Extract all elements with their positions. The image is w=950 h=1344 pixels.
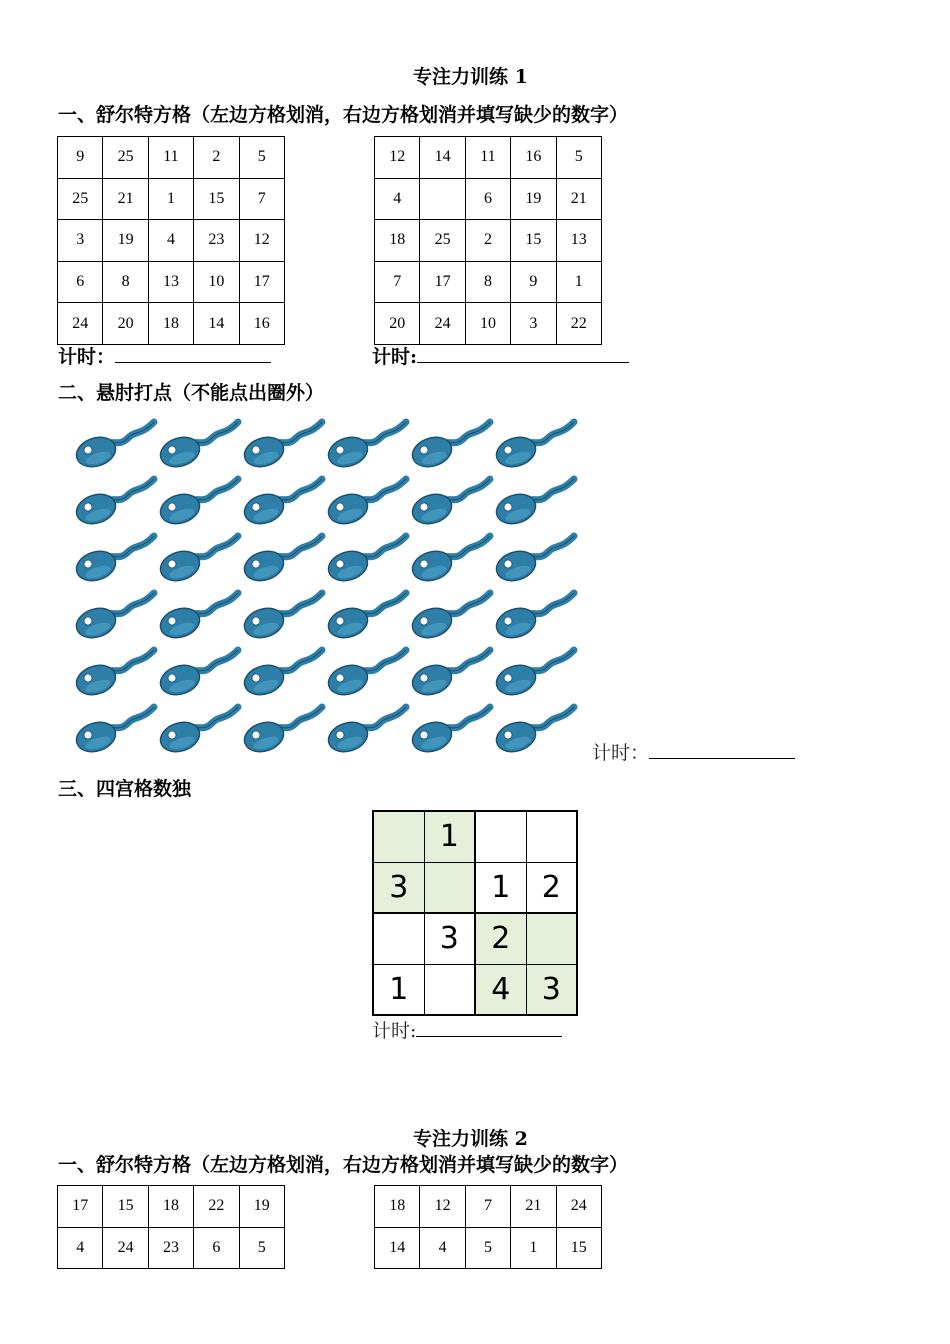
grid-row	[58, 1227, 285, 1269]
tadpole-icon	[73, 422, 154, 471]
grid-cell[interactable]: 3	[58, 220, 103, 262]
grid-cell[interactable]: 17	[420, 261, 465, 303]
grid-cell[interactable]: 8	[103, 261, 148, 303]
grid-cell[interactable]: 4	[375, 178, 420, 220]
grid-cell[interactable]: 21	[556, 178, 601, 220]
timer-right-label: 计时:	[372, 346, 418, 368]
grid-cell-blank[interactable]	[420, 178, 465, 220]
tadpole-icon	[157, 707, 238, 756]
timer-left-label: 计时：	[58, 346, 116, 368]
grid-cell[interactable]: 20	[375, 303, 420, 345]
timer-sudoku-blank[interactable]	[416, 1021, 562, 1037]
grid-cell[interactable]: 15	[556, 1227, 601, 1269]
section2-title: 专注力训练 2	[413, 1128, 528, 1150]
grid-cell[interactable]: 4	[420, 1227, 465, 1269]
grid-cell[interactable]: 6	[194, 1227, 239, 1269]
tadpole-icon	[409, 422, 490, 471]
tadpole-icon	[157, 650, 238, 699]
grid-cell[interactable]: 23	[194, 220, 239, 262]
grid-row	[58, 261, 285, 303]
tadpole-icon	[493, 536, 574, 585]
tadpole-icon	[493, 650, 574, 699]
sudoku-grid	[372, 810, 578, 1016]
schulte-heading-2: 一、舒尔特方格（左边方格划消，右边方格划消并填写缺少的数字）	[58, 1154, 629, 1176]
grid-cell[interactable]: 24	[420, 303, 465, 345]
grid-row	[375, 178, 602, 220]
sudoku-cell: 2	[526, 862, 577, 913]
grid-cell[interactable]: 1	[556, 261, 601, 303]
grid-cell[interactable]: 18	[148, 303, 193, 345]
grid-cell[interactable]: 16	[239, 303, 284, 345]
grid-row	[58, 137, 285, 179]
grid-cell[interactable]: 15	[511, 220, 556, 262]
tadpole-icon	[157, 422, 238, 471]
tadpole-icon	[241, 593, 322, 642]
sudoku-row	[373, 811, 577, 862]
tadpole-icon	[493, 593, 574, 642]
tadpole-icon	[73, 650, 154, 699]
tadpole-field	[70, 410, 586, 760]
grid-cell[interactable]: 7	[465, 1186, 510, 1228]
grid-cell[interactable]: 25	[103, 137, 148, 179]
tadpole-icon	[73, 593, 154, 642]
schulte-grid-right-2	[374, 1185, 602, 1269]
sudoku-cell: 4	[475, 964, 526, 1015]
grid-cell[interactable]: 18	[375, 1186, 420, 1228]
grid-row	[375, 261, 602, 303]
schulte-grid-left	[57, 136, 285, 345]
sudoku-cell: 3	[526, 964, 577, 1015]
grid-cell[interactable]: 1	[148, 178, 193, 220]
schulte-grid-right	[374, 136, 602, 345]
tadpole-icon	[241, 707, 322, 756]
tadpole-icon	[73, 536, 154, 585]
sudoku-cell: 3	[424, 913, 475, 964]
grid-cell[interactable]: 5	[556, 137, 601, 179]
grid-cell[interactable]: 23	[148, 1227, 193, 1269]
sudoku-cell: 1	[475, 862, 526, 913]
sudoku-row	[373, 964, 577, 1015]
grid-cell[interactable]: 5	[239, 137, 284, 179]
grid-cell[interactable]: 19	[239, 1186, 284, 1228]
tadpole-icon	[73, 707, 154, 756]
grid-cell[interactable]: 1	[511, 1227, 556, 1269]
grid-cell[interactable]: 14	[420, 137, 465, 179]
grid-row	[375, 137, 602, 179]
grid-row	[375, 1186, 602, 1228]
tadpole-icon	[157, 479, 238, 528]
grid-cell[interactable]: 11	[148, 137, 193, 179]
grid-row	[375, 1227, 602, 1269]
grid-cell[interactable]: 2	[465, 220, 510, 262]
timer-left	[58, 342, 271, 369]
timer-right	[372, 342, 629, 369]
tadpole-icon	[241, 536, 322, 585]
grid-row	[58, 220, 285, 262]
timer-dot-label: 计时：	[592, 742, 650, 764]
tadpole-icon	[493, 479, 574, 528]
timer-sudoku	[372, 1016, 562, 1043]
grid-cell[interactable]: 5	[465, 1227, 510, 1269]
tadpole-icon	[409, 479, 490, 528]
schulte-heading: 一、舒尔特方格（左边方格划消，右边方格划消并填写缺少的数字）	[58, 104, 629, 126]
grid-cell[interactable]: 7	[239, 178, 284, 220]
grid-cell[interactable]: 24	[556, 1186, 601, 1228]
grid-cell[interactable]: 13	[556, 220, 601, 262]
grid-cell[interactable]: 5	[239, 1227, 284, 1269]
tadpole-icon	[157, 536, 238, 585]
sudoku-cell: 2	[475, 913, 526, 964]
sudoku-cell-empty[interactable]	[526, 811, 577, 862]
grid-cell[interactable]: 21	[103, 178, 148, 220]
grid-row	[375, 220, 602, 262]
grid-cell[interactable]: 14	[194, 303, 239, 345]
grid-cell[interactable]: 22	[194, 1186, 239, 1228]
grid-cell[interactable]: 18	[148, 1186, 193, 1228]
sudoku-cell: 1	[373, 964, 424, 1015]
sudoku-cell: 1	[424, 811, 475, 862]
grid-cell[interactable]: 17	[58, 1186, 103, 1228]
grid-cell[interactable]: 17	[239, 261, 284, 303]
sudoku-cell-empty[interactable]	[373, 913, 424, 964]
grid-row	[58, 1186, 285, 1228]
tadpole-icon	[409, 650, 490, 699]
grid-cell[interactable]: 15	[194, 178, 239, 220]
grid-cell[interactable]: 22	[556, 303, 601, 345]
sudoku-cell: 3	[373, 862, 424, 913]
grid-cell[interactable]: 4	[58, 1227, 103, 1269]
tadpole-icon	[73, 479, 154, 528]
grid-cell[interactable]: 24	[103, 1227, 148, 1269]
grid-cell[interactable]: 6	[58, 261, 103, 303]
grid-cell[interactable]: 10	[194, 261, 239, 303]
timer-sudoku-label: 计时:	[372, 1020, 417, 1042]
timer-right-blank[interactable]	[417, 347, 629, 363]
grid-cell[interactable]: 13	[148, 261, 193, 303]
grid-cell[interactable]: 20	[103, 303, 148, 345]
grid-cell[interactable]: 4	[148, 220, 193, 262]
sudoku-row	[373, 862, 577, 913]
grid-cell[interactable]: 12	[375, 137, 420, 179]
grid-cell[interactable]: 25	[58, 178, 103, 220]
grid-cell[interactable]: 9	[511, 261, 556, 303]
sudoku-heading: 三、四宫格数独	[58, 778, 192, 800]
grid-cell[interactable]: 18	[375, 220, 420, 262]
grid-cell[interactable]: 12	[239, 220, 284, 262]
tadpole-icon	[325, 593, 406, 642]
grid-cell[interactable]: 9	[58, 137, 103, 179]
tadpole-icon	[325, 650, 406, 699]
sudoku-cell-empty[interactable]	[526, 913, 577, 964]
schulte-grid-left-2	[57, 1185, 285, 1269]
tadpole-icon	[409, 536, 490, 585]
grid-cell[interactable]: 12	[420, 1186, 465, 1228]
timer-dot-blank[interactable]	[649, 743, 795, 759]
sudoku-cell-empty[interactable]	[424, 964, 475, 1015]
tadpole-icon	[325, 707, 406, 756]
grid-row	[375, 303, 602, 345]
grid-cell[interactable]: 11	[465, 137, 510, 179]
sudoku-cell-empty[interactable]	[475, 811, 526, 862]
tadpole-icon	[241, 422, 322, 471]
grid-cell[interactable]: 2	[194, 137, 239, 179]
sudoku-cell-empty[interactable]	[373, 811, 424, 862]
tadpole-icon	[325, 422, 406, 471]
sudoku-row	[373, 913, 577, 964]
grid-row	[58, 178, 285, 220]
tadpole-icon	[409, 707, 490, 756]
tadpole-icon	[493, 422, 574, 471]
grid-cell[interactable]: 10	[465, 303, 510, 345]
grid-cell[interactable]: 8	[465, 261, 510, 303]
grid-cell[interactable]: 6	[465, 178, 510, 220]
sudoku-cell-empty[interactable]	[424, 862, 475, 913]
grid-cell[interactable]: 3	[511, 303, 556, 345]
grid-cell[interactable]: 16	[511, 137, 556, 179]
grid-cell[interactable]: 24	[58, 303, 103, 345]
grid-cell[interactable]: 25	[420, 220, 465, 262]
tadpole-icon	[409, 593, 490, 642]
grid-cell[interactable]: 21	[511, 1186, 556, 1228]
tadpole-icon	[157, 593, 238, 642]
timer-dot	[592, 738, 795, 765]
grid-cell[interactable]: 15	[103, 1186, 148, 1228]
grid-row	[58, 303, 285, 345]
grid-cell[interactable]: 19	[103, 220, 148, 262]
tadpole-icon	[325, 536, 406, 585]
tadpole-icon	[241, 479, 322, 528]
dot-heading: 二、悬肘打点（不能点出圈外）	[58, 382, 325, 404]
section1-title: 专注力训练 1	[413, 66, 528, 88]
tadpole-icon	[325, 479, 406, 528]
tadpole-icon	[241, 650, 322, 699]
timer-left-blank[interactable]	[115, 347, 271, 363]
grid-cell[interactable]: 14	[375, 1227, 420, 1269]
grid-cell[interactable]: 19	[511, 178, 556, 220]
tadpole-icon	[493, 707, 574, 756]
grid-cell[interactable]: 7	[375, 261, 420, 303]
